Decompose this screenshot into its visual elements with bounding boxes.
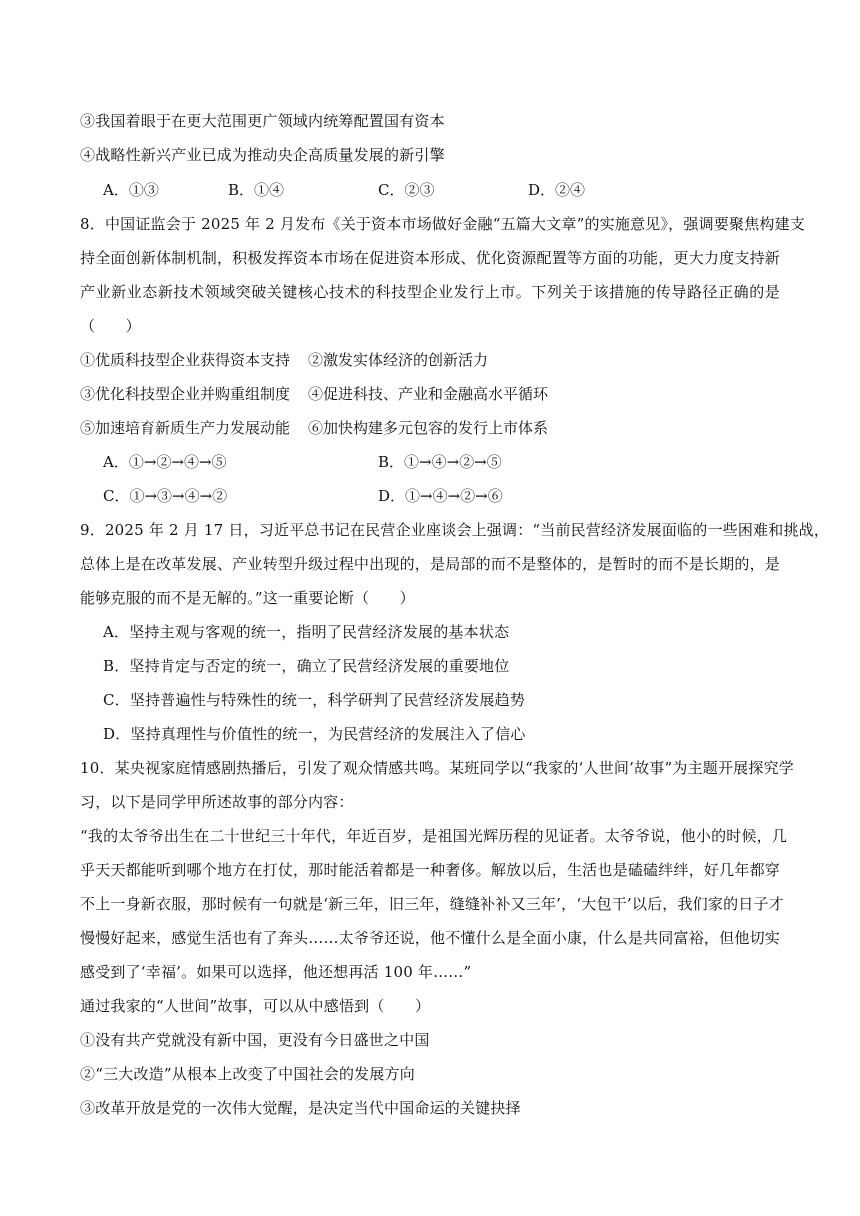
q10-story-line: 慢慢好起来，感觉生活也有了奔头……太爷爷还说，他不懂什么是全面小康，什么是共同富裕，但他切实: [80, 929, 780, 947]
q8-option-b[interactable]: B．①→④→②→⑤: [378, 453, 502, 471]
q10-story-line: 乎天天都能听到哪个地方在打仗，那时能活着都是一种奢侈。解放以后，生活也是磕磕绊绊，好几年都穿: [80, 861, 780, 879]
q9-option-c[interactable]: C．坚持普遍性与特殊性的统一，科学研判了民营经济发展趋势: [103, 691, 526, 709]
q9-stem-line: 能够克服的而不是无解的。”这一重要论断（ ）: [80, 589, 415, 607]
q9-option-a[interactable]: A．坚持主观与客观的统一，指明了民营经济发展的基本状态: [103, 623, 510, 641]
q10-prompt: 通过我家的“人世间”故事，可以从中感悟到（ ）: [80, 997, 431, 1015]
q7-item-4: ④战略性新兴产业已成为推动央企高质量发展的新引擎: [80, 146, 445, 164]
q8-stem-line: 8．中国证监会于 2025 年 2 月发布《关于资本市场做好金融“五篇大文章”的实施意见》，强调要聚焦构建支: [80, 215, 805, 233]
q9-stem-line: 总体上是在改革发展、产业转型升级过程中出现的，是局部的而不是整体的，是暂时的而不是长期的，是: [80, 555, 780, 573]
q10-item-2: ②“三大改造”从根本上改变了中国社会的发展方向: [80, 1065, 415, 1083]
q8-option-d[interactable]: D．①→④→②→⑥: [378, 487, 503, 505]
q8-item-6: ⑥加快构建多元包容的发行上市体系: [308, 419, 549, 437]
q8-stem-line: 持全面创新体制机制，积极发挥资本市场在促进资本形成、优化资源配置等方面的功能，更大力度支持新: [80, 249, 780, 267]
q10-stem-line: 10．某央视家庭情感剧热播后，引发了观众情感共鸣。某班同学以“我家的‘人世间’故事”为主题开展探究学: [80, 759, 794, 777]
q7-item-3: ③我国着眼于在更大范围更广领域内统筹配置国有资本: [80, 112, 445, 130]
q8-item-1: ①优质科技型企业获得资本支持: [80, 351, 291, 369]
q10-stem-line: 习，以下是同学甲所述故事的部分内容：: [80, 793, 354, 811]
q9-option-d[interactable]: D．坚持真理性与价值性的统一，为民营经济的发展注入了信心: [103, 725, 526, 743]
q7-option-a[interactable]: A．①③: [103, 181, 159, 199]
q8-item-3: ③优化科技型企业并购重组制度: [80, 385, 291, 403]
q8-option-a[interactable]: A．①→②→④→⑤: [103, 453, 227, 471]
q9-stem-line: 9．2025 年 2 月 17 日，习近平总书记在民营企业座谈会上强调：“当前民营经济发展面临的一些困难和挑战，: [80, 521, 830, 539]
q8-item-5: ⑤加速培育新质生产力发展动能: [80, 419, 291, 437]
q7-option-c[interactable]: C．②③: [378, 181, 435, 199]
q7-option-b[interactable]: B．①④: [228, 181, 285, 199]
q8-item-4: ④促进科技、产业和金融高水平循环: [308, 385, 549, 403]
q10-story-line: 感受到了‘幸福’。如果可以选择，他还想再活 100 年……”: [80, 963, 472, 981]
q10-story-line: “我的太爷爷出生在二十世纪三十年代，年近百岁，是祖国光辉历程的见证者。太爷爷说，他小的时候，几: [80, 827, 788, 845]
q8-option-c[interactable]: C．①→③→④→②: [103, 487, 228, 505]
q7-option-d[interactable]: D．②④: [528, 181, 586, 199]
q8-item-2: ②激发实体经济的创新活力: [308, 351, 489, 369]
q10-story-line: 不上一身新衣服，那时候有一句就是‘新三年，旧三年，缝缝补补又三年’，‘大包干’以后，我们家的日子才: [80, 895, 784, 913]
q10-item-1: ①没有共产党就没有新中国，更没有今日盛世之中国: [80, 1031, 430, 1049]
q10-item-3: ③改革开放是党的一次伟大觉醒，是决定当代中国命运的关键抉择: [80, 1099, 521, 1117]
q8-stem-line: 产业新业态新技术领域突破关键核心技术的科技型企业发行上市。下列关于该措施的传导路径正确的是: [80, 283, 780, 301]
q8-answer-blank: （ ）: [80, 317, 141, 335]
q9-option-b[interactable]: B．坚持肯定与否定的统一，确立了民营经济发展的重要地位: [103, 657, 510, 675]
